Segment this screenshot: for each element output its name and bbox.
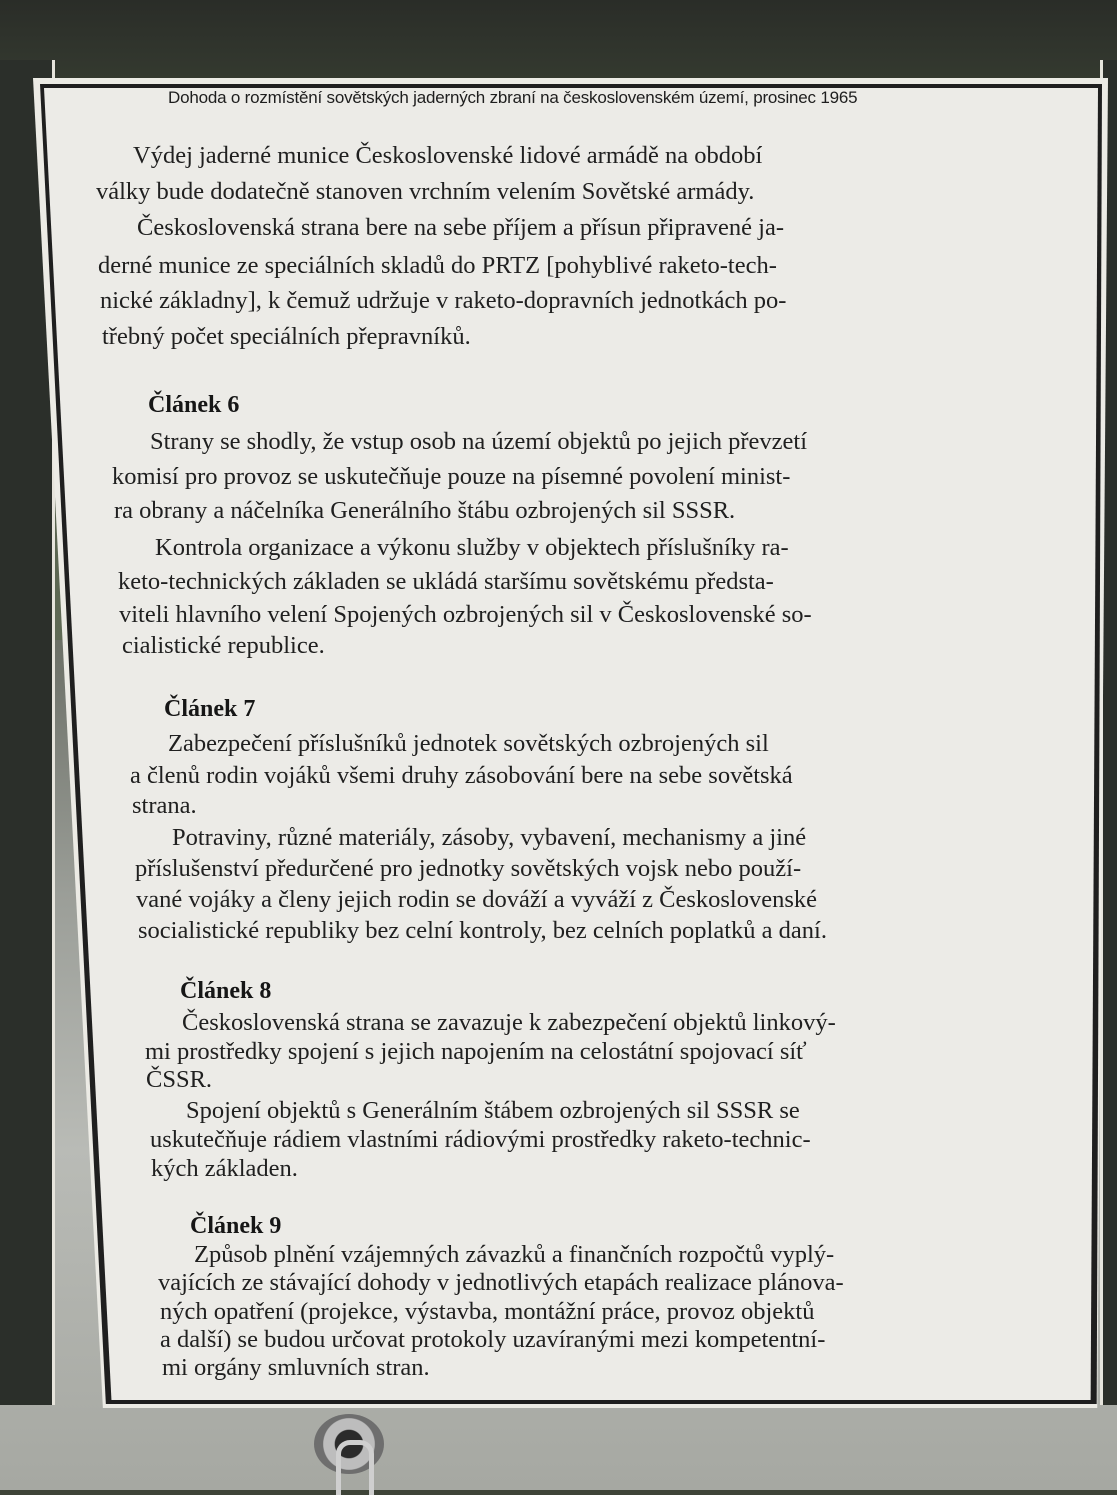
- article-6-line: ra obrany a náčelníka Generálního štábu ozbrojených sil SSSR.: [114, 497, 736, 524]
- article-7-title: Článek 7: [164, 696, 256, 722]
- article-6-line: cialistické republice.: [122, 632, 325, 659]
- article-8-line: Spojení objektů s Generálním štábem ozbrojených sil SSSR se: [186, 1097, 800, 1124]
- article-9-line: a další) se budou určovat protokoly uzavíranými mezi kompetentní-: [160, 1326, 826, 1353]
- article-7-line: příslušenství předurčené pro jednotky sovětských vojsk nebo použí-: [135, 855, 802, 882]
- article-9-line: Způsob plnění vzájemných závazků a finančních rozpočtů vyplý-: [194, 1241, 835, 1268]
- article-6-line: viteli hlavního velení Spojených ozbrojených sil v Československé so-: [119, 601, 812, 628]
- intro-line: nické základny], k čemuž udržuje v raketo-dopravních jednotkách po-: [100, 287, 787, 314]
- intro-line: Výdej jaderné munice Československé lidové armádě na období: [133, 142, 763, 169]
- intro-line: derné munice ze speciálních skladů do PRTZ [pohyblivé raketo-tech-: [98, 252, 777, 279]
- article-7-line: socialistické republiky bez celní kontroly, bez celních poplatků a daní.: [138, 917, 827, 944]
- article-7-line: Zabezpečení příslušníků jednotek sovětských ozbrojených sil: [168, 730, 769, 757]
- intro-line: třebný počet speciálních přepravníků.: [102, 323, 471, 350]
- intro-line: Československá strana bere na sebe příjem a přísun připravené ja-: [137, 214, 784, 241]
- article-6-title: Článek 6: [148, 392, 240, 418]
- article-7-line: a členů rodin vojáků všemi druhy zásobování bere na sebe sovětská: [130, 762, 793, 789]
- article-9-line: mi orgány smluvních stran.: [162, 1354, 430, 1381]
- article-8-line: ČSSR.: [146, 1066, 213, 1093]
- article-8-line: Československá strana se zavazuje k zabezpečení objektů linkový-: [182, 1009, 836, 1036]
- hanging-hook: [336, 1440, 374, 1495]
- article-8-line: kých základen.: [151, 1155, 298, 1182]
- article-6-line: keto-technických základen se ukládá staršímu sovětskému předsta-: [118, 568, 774, 595]
- article-8-line: mi prostředky spojení s jejich napojením na celostátní spojovací síť: [145, 1038, 807, 1065]
- article-9-line: vajících ze stávající dohody v jednotlivých etapách realizace plánova-: [158, 1269, 844, 1296]
- intro-line: války bude dodatečně stanoven vrchním velením Sovětské armády.: [96, 178, 755, 205]
- article-9-title: Článek 9: [190, 1213, 282, 1239]
- article-6-line: komisí pro provoz se uskutečňuje pouze na písemné povolení minist-: [112, 463, 791, 490]
- article-7-line: vané vojáky a členy jejich rodin se dováží a vyváží z Československé: [136, 886, 818, 913]
- article-6-line: Kontrola organizace a výkonu služby v objektech příslušníky ra-: [155, 534, 789, 561]
- article-7-line: strana.: [132, 792, 197, 819]
- article-7-line: Potraviny, různé materiály, zásoby, vybavení, mechanismy a jiné: [172, 824, 807, 851]
- document-header: Dohoda o rozmístění sovětských jaderných zbraní na československém území, prosinec 1965: [168, 88, 858, 107]
- article-8-title: Článek 8: [180, 978, 272, 1004]
- article-9-line: ných opatření (projekce, výstavba, montážní práce, provoz objektů: [160, 1298, 815, 1325]
- article-8-line: uskutečňuje rádiem vlastními rádiovými prostředky raketo-technic-: [150, 1126, 811, 1153]
- article-6-line: Strany se shodly, že vstup osob na území objektů po jejich převzetí: [150, 428, 808, 455]
